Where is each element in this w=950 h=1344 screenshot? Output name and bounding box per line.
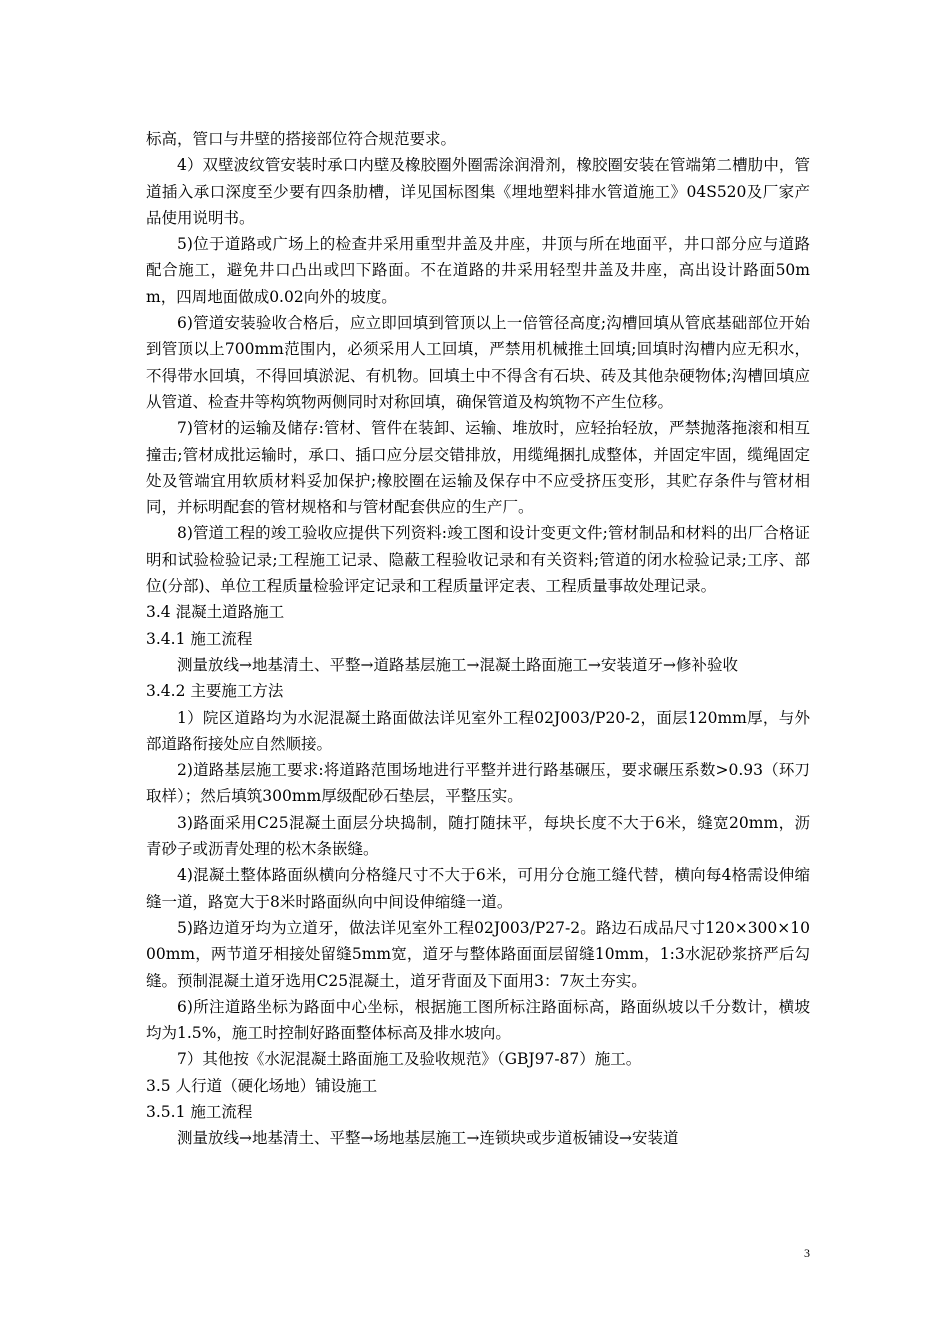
paragraph-method-4: 4)混凝土整体路面纵横向分格缝尺寸不大于6米，可用分仓施工缝代替，横向每4格需设伸缩缝一道，路宽大于8米时路面纵向中间设伸缩缝一道。 bbox=[146, 866, 810, 911]
paragraph-method-6: 6)所注道路坐标为路面中心坐标，根据施工图所标注路面标高，路面纵坡以千分数计，横坡均为1.5%，施工时控制好路面整体标高及排水坡向。 bbox=[146, 997, 810, 1043]
paragraph-continuation: 标高，管口与井壁的搭接部位符合规范要求。 bbox=[146, 130, 457, 148]
paragraph-method-2: 2)道路基层施工要求:将道路范围场地进行平整并进行路基碾压，要求碾压系数>0.93（环刀取样）；然后填筑300mm厚级配砂石垫层，平整压实。 bbox=[146, 761, 810, 806]
paragraph-method-3: 3)路面采用C25混凝土面层分块捣制，随打随抹平，每块长度不大于6米，缝宽20mm，沥青砂子或沥青处理的松木条嵌缝。 bbox=[146, 813, 810, 859]
section-heading-3-5: 3.5 人行道（硬化场地）铺设施工 bbox=[146, 1076, 378, 1095]
document-body bbox=[146, 126, 810, 1152]
paragraph-item-6: 6)管道安装验收合格后，应立即回填到管顶以上一倍管径高度;沟槽回填从管底基础部位开始到管顶以上700mm范围内，必须采用人工回填，严禁用机械推土回填;回填时沟槽内应无积水，不得带水回填，不得回填淤泥、有机物。回填土中不得含有石块、砖及其他杂硬物体;沟槽回填应从管道、检查井等构筑物两侧同时对称回填，确保管道及构筑物不产生位移。 bbox=[146, 314, 810, 411]
paragraph-item-4: 4）双壁波纹管安装时承口内壁及橡胶圈外圈需涂润滑剂，橡胶圈安装在管端第二槽肋中，管道插入承口深度至少要有四条肋槽，详见国标图集《埋地塑料排水管道施工》04S520及厂家产品使用说明书。 bbox=[146, 156, 810, 227]
paragraph-method-1: 1）院区道路均为水泥混凝土路面做法详见室外工程02J003/P20-2，面层120mm厚，与外部道路衔接处应自然顺接。 bbox=[146, 708, 810, 753]
paragraph-item-8: 8)管道工程的竣工验收应提供下列资料:竣工图和设计变更文件;管材制品和材料的出厂合格证明和试验检验记录;工程施工记录、隐蔽工程验收记录和有关资料;管道的闭水检验记录;工序、部位(分部)、单位工程质量检验评定记录和工程质量评定表、工程质量事故处理记录。 bbox=[146, 524, 810, 596]
section-heading-3-4-1: 3.4.1 施工流程 bbox=[146, 629, 253, 648]
section-heading-3-4-2: 3.4.2 主要施工方法 bbox=[146, 682, 284, 701]
paragraph-method-5: 5)路边道牙均为立道牙，做法详见室外工程02J003/P27-2。路边石成品尺寸120×300×1000mm，两节道牙相接处留缝5mm宽，道牙与整体路面面层留缝10mm，1:3水泥砂浆挤严后勾缝。预制混凝土道牙选用C25混凝土，道牙背面及下面用3：7灰土夯实。 bbox=[146, 918, 810, 990]
section-heading-3-4: 3.4 混凝土道路施工 bbox=[146, 603, 285, 622]
paragraph-item-7: 7)管材的运输及储存:管材、管件在装卸、运输、堆放时，应轻抬轻放，严禁抛落拖滚和相互撞击;管材成批运输时，承口、插口应分层交错排放，用缆绳捆扎成整体，并固定牢固，缆绳固定处及管端宜用软质材料妥加保护;橡胶圈在运输及保存中不应受挤压变形，其贮存条件与管材相同，并标明配套的管材规格和与管材配套供应的生产厂。 bbox=[146, 419, 810, 517]
page-number: 3 bbox=[804, 1246, 810, 1260]
paragraph-process-flow: 测量放线→地基清土、平整→道路基层施工→混凝土路面施工→安装道牙→修补验收 bbox=[177, 655, 738, 674]
paragraph-method-7: 7）其他按《水泥混凝土路面施工及验收规范》（GBJ97-87）施工。 bbox=[177, 1050, 642, 1069]
paragraph-process-flow-2: 测量放线→地基清土、平整→场地基层施工→连锁块或步道板铺设→安装道 bbox=[177, 1129, 679, 1148]
paragraph-item-5: 5)位于道路或广场上的检查井采用重型井盖及井座，井顶与所在地面平，井口部分应与道路配合施工，避免井口凸出或凹下路面。不在道路的井采用轻型井盖及井座，高出设计路面50mm，四周地面做成0.02向外的坡度。 bbox=[146, 235, 810, 306]
section-heading-3-5-1: 3.5.1 施工流程 bbox=[146, 1102, 253, 1121]
